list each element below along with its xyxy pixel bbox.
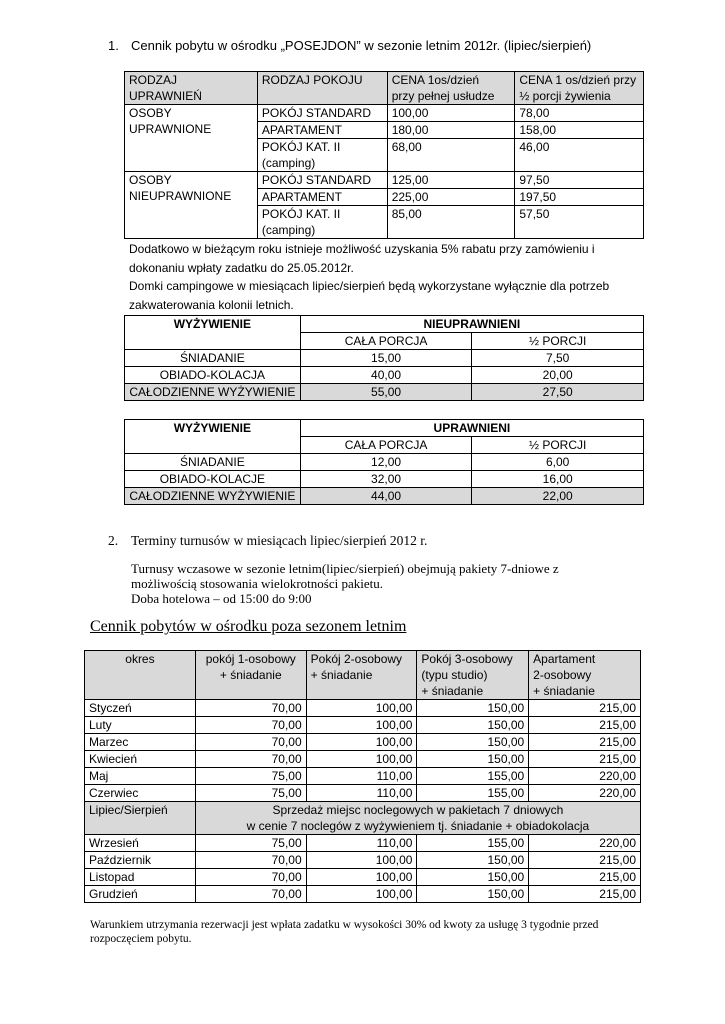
meal-full: 40,00 — [300, 367, 472, 384]
table-row — [85, 717, 641, 734]
notes-block — [129, 240, 669, 314]
group-label-line2: NIEUPRAWNIONE — [129, 189, 232, 203]
table-row — [125, 105, 644, 122]
header-line: pokój 1-osobowy — [205, 652, 296, 666]
table-header-row — [125, 72, 644, 105]
price-cell: 70,00 — [195, 869, 306, 886]
offseason-price-table — [84, 650, 641, 903]
section2-line: Turnusy wczasowe w sezonie letnim(lipiec/sierpień) obejmują pakiety 7-dniowe z — [131, 561, 559, 576]
note-line: dokonaniu wpłaty zadatku do 25.05.2012r. — [129, 260, 354, 275]
half-price-cell: 46,00 — [515, 139, 644, 172]
full-price-cell: 225,00 — [387, 189, 515, 206]
table-row — [85, 734, 641, 751]
header-line: 2-osobowy — [533, 668, 592, 682]
full-price-cell: 100,00 — [387, 105, 515, 122]
meal-half: 27,50 — [472, 384, 644, 401]
month-cell: Marzec — [85, 734, 196, 751]
full-price-cell: 125,00 — [387, 172, 515, 189]
room-cell: APARTAMENT — [257, 122, 387, 139]
price-cell: 70,00 — [195, 700, 306, 717]
group-non-entitled — [125, 172, 258, 239]
header-double-room — [306, 651, 417, 700]
price-cell: 70,00 — [195, 734, 306, 751]
meal-name: CAŁODZIENNE WYŻYWIENIE — [125, 488, 301, 505]
header-line: Pokój 3-osobowy — [421, 652, 513, 666]
section2-line: Doba hotelowa – od 15:00 do 9:00 — [131, 591, 312, 606]
month-cell: Luty — [85, 717, 196, 734]
header-line: + śniadanie — [219, 668, 282, 682]
section1-number: 1. — [108, 38, 119, 53]
half-price-cell: 97,50 — [515, 172, 644, 189]
header-room-type: RODZAJ POKOJU — [257, 72, 387, 105]
price-cell: 100,00 — [306, 700, 417, 717]
room-cell: POKÓJ STANDARD — [257, 172, 387, 189]
price-cell: 150,00 — [417, 700, 529, 717]
price-cell: 220,00 — [529, 785, 641, 802]
meal-sub-half: ½ PORCJI — [472, 333, 644, 350]
price-cell: 70,00 — [195, 751, 306, 768]
price-cell: 100,00 — [306, 717, 417, 734]
note-line: Domki campingowe w miesiącach lipiec/sierpień będą wykorzystane wyłącznie dla potrzeb — [129, 279, 610, 293]
meal-header-row — [125, 316, 644, 333]
half-price-cell: 158,00 — [515, 122, 644, 139]
header-line: + śniadanie — [421, 684, 484, 698]
month-cell: Czerwiec — [85, 785, 196, 802]
price-cell: 220,00 — [529, 768, 641, 785]
summer-package-note — [195, 802, 640, 835]
full-price-cell: 68,00 — [387, 139, 515, 172]
meal-full: 12,00 — [300, 454, 472, 471]
section2-heading: Terminy turnusów w miesiącach lipiec/sierpień 2012 r. — [131, 533, 428, 548]
meal-half: 16,00 — [472, 471, 644, 488]
price-cell: 70,00 — [195, 852, 306, 869]
header-half-price-line1: CENA 1 os/dzień przy — [519, 73, 637, 87]
table-row — [85, 751, 641, 768]
price-cell: 75,00 — [195, 835, 306, 852]
price-cell: 215,00 — [529, 886, 641, 903]
table-row — [125, 454, 644, 471]
table-row — [125, 367, 644, 384]
summer-note-line: w cenie 7 noclegów z wyżywieniem tj. śniadanie + obiadokolacja — [246, 819, 590, 833]
summer-note-line: Sprzedaż miejsc noclegowych w pakietach 7 dniowych — [272, 803, 564, 817]
room-cell — [257, 139, 387, 172]
meal-half: 6,00 — [472, 454, 644, 471]
month-cell: Styczeń — [85, 700, 196, 717]
price-cell: 100,00 — [306, 751, 417, 768]
price-cell: 110,00 — [306, 835, 417, 852]
meal-header-row — [125, 420, 644, 437]
meal-name: CAŁODZIENNE WYŻYWIENIE — [125, 384, 301, 401]
meal-half: 7,50 — [472, 350, 644, 367]
price-cell: 100,00 — [306, 869, 417, 886]
price-cell: 215,00 — [529, 700, 641, 717]
header-full-price — [387, 72, 515, 105]
meal-header-group: UPRAWNIENI — [300, 420, 643, 437]
header-half-price — [515, 72, 644, 105]
meal-full: 32,00 — [300, 471, 472, 488]
header-line: Pokój 2-osobowy — [310, 652, 403, 666]
header-full-price-line1: CENA 1os/dzień — [391, 73, 480, 87]
group-label-line1: OSOBY — [129, 173, 172, 187]
price-cell: 150,00 — [417, 734, 529, 751]
meal-header-group: NIEUPRAWNIENI — [300, 316, 643, 333]
section2-line: możliwością stosowania wielokrotności pakietu. — [131, 576, 384, 591]
footer-note — [90, 918, 650, 946]
summer-price-table — [124, 71, 644, 239]
month-cell: Kwiecień — [85, 751, 196, 768]
price-cell: 75,00 — [195, 768, 306, 785]
price-cell: 110,00 — [306, 785, 417, 802]
table-row — [85, 700, 641, 717]
header-period: okres — [85, 651, 196, 700]
price-cell: 155,00 — [417, 835, 529, 852]
note-line: zakwaterowania kolonii letnich. — [129, 297, 294, 312]
price-cell: 220,00 — [529, 835, 641, 852]
header-full-price-line2: przy pełnej usłudze — [391, 89, 495, 103]
meal-sub-half: ½ PORCJI — [472, 437, 644, 454]
meal-header-col1: WYŻYWIENIE — [125, 316, 301, 350]
price-cell: 150,00 — [417, 869, 529, 886]
table-row — [85, 869, 641, 886]
price-cell: 110,00 — [306, 768, 417, 785]
meal-full: 44,00 — [300, 488, 472, 505]
offseason-title: Cennik pobytów w ośrodku poza sezonem letnim — [90, 618, 407, 635]
meal-name: OBIADO-KOLACJE — [125, 471, 301, 488]
price-cell: 215,00 — [529, 734, 641, 751]
full-price-cell: 85,00 — [387, 206, 515, 239]
table-row — [125, 172, 644, 189]
table-row — [125, 384, 644, 401]
half-price-cell: 57,50 — [515, 206, 644, 239]
price-cell: 150,00 — [417, 852, 529, 869]
price-cell: 100,00 — [306, 734, 417, 751]
table-row — [85, 852, 641, 869]
footer-line: Warunkiem utrzymania rezerwacji jest wpłata zadatku w wysokości 30% od kwoty za usługę 3 tygodnie przed — [90, 919, 599, 931]
price-cell: 150,00 — [417, 751, 529, 768]
header-line: + śniadanie — [533, 684, 595, 698]
month-cell: Lipiec/Sierpień — [85, 802, 196, 835]
room-note: (camping) — [261, 156, 316, 170]
price-cell: 150,00 — [417, 886, 529, 903]
price-cell: 155,00 — [417, 768, 529, 785]
month-cell: Październik — [85, 852, 196, 869]
price-cell: 215,00 — [529, 717, 641, 734]
month-cell: Grudzień — [85, 886, 196, 903]
price-cell: 70,00 — [195, 717, 306, 734]
month-cell: Listopad — [85, 869, 196, 886]
price-cell: 70,00 — [195, 886, 306, 903]
meal-full: 15,00 — [300, 350, 472, 367]
room-cell — [257, 206, 387, 239]
price-cell: 100,00 — [306, 886, 417, 903]
price-cell: 75,00 — [195, 785, 306, 802]
section1-heading: Cennik pobytu w ośrodku „POSEJDON” w sezonie letnim 2012r. (lipiec/sierpień) — [131, 38, 592, 53]
room-cell: POKÓJ STANDARD — [257, 105, 387, 122]
meal-sub-full: CAŁA PORCJA — [300, 333, 472, 350]
group-entitled: OSOBY UPRAWNIONE — [125, 105, 258, 172]
meal-header-col1: WYŻYWIENIE — [125, 420, 301, 454]
header-rights: RODZAJ UPRAWNIEŃ — [125, 72, 258, 105]
room-name: POKÓJ KAT. II — [261, 140, 341, 154]
price-cell: 100,00 — [306, 852, 417, 869]
offseason-header-row — [85, 651, 641, 700]
meal-table-entitled — [124, 419, 644, 505]
half-price-cell: 78,00 — [515, 105, 644, 122]
table-row — [85, 835, 641, 852]
price-cell: 215,00 — [529, 869, 641, 886]
meal-full: 55,00 — [300, 384, 472, 401]
month-cell: Wrzesień — [85, 835, 196, 852]
meal-name: OBIADO-KOLACJA — [125, 367, 301, 384]
summer-row — [85, 802, 641, 835]
section2-text — [131, 561, 651, 606]
room-note: (camping) — [261, 223, 316, 237]
meal-half: 20,00 — [472, 367, 644, 384]
half-price-cell: 197,50 — [515, 189, 644, 206]
meal-half: 22,00 — [472, 488, 644, 505]
note-line: Dodatkowo w bieżącym roku istnieje możliwość uzyskania 5% rabatu przy zamówieniu i — [129, 242, 595, 256]
meal-name: ŚNIADANIE — [125, 350, 301, 367]
header-line: (typu studio) — [421, 668, 488, 682]
header-single-room — [195, 651, 306, 700]
price-cell: 215,00 — [529, 852, 641, 869]
header-line: + śniadanie — [310, 668, 373, 682]
room-cell: APARTAMENT — [257, 189, 387, 206]
price-cell: 215,00 — [529, 751, 641, 768]
header-apartment — [529, 651, 641, 700]
price-cell: 155,00 — [417, 785, 529, 802]
table-row — [125, 488, 644, 505]
table-row — [85, 768, 641, 785]
price-cell: 150,00 — [417, 717, 529, 734]
section2-number: 2. — [108, 533, 119, 548]
meal-sub-full: CAŁA PORCJA — [300, 437, 472, 454]
footer-line: rozpoczęciem pobytu. — [90, 933, 192, 945]
full-price-cell: 180,00 — [387, 122, 515, 139]
table-row — [85, 886, 641, 903]
header-triple-room — [417, 651, 529, 700]
meal-table-non-entitled — [124, 315, 644, 401]
header-half-price-line2: ½ porcji żywienia — [519, 89, 611, 103]
room-name: POKÓJ KAT. II — [261, 207, 341, 221]
table-row — [85, 785, 641, 802]
table-row — [125, 350, 644, 367]
meal-name: ŚNIADANIE — [125, 454, 301, 471]
table-row — [125, 471, 644, 488]
header-line: Apartament — [533, 652, 596, 666]
month-cell: Maj — [85, 768, 196, 785]
